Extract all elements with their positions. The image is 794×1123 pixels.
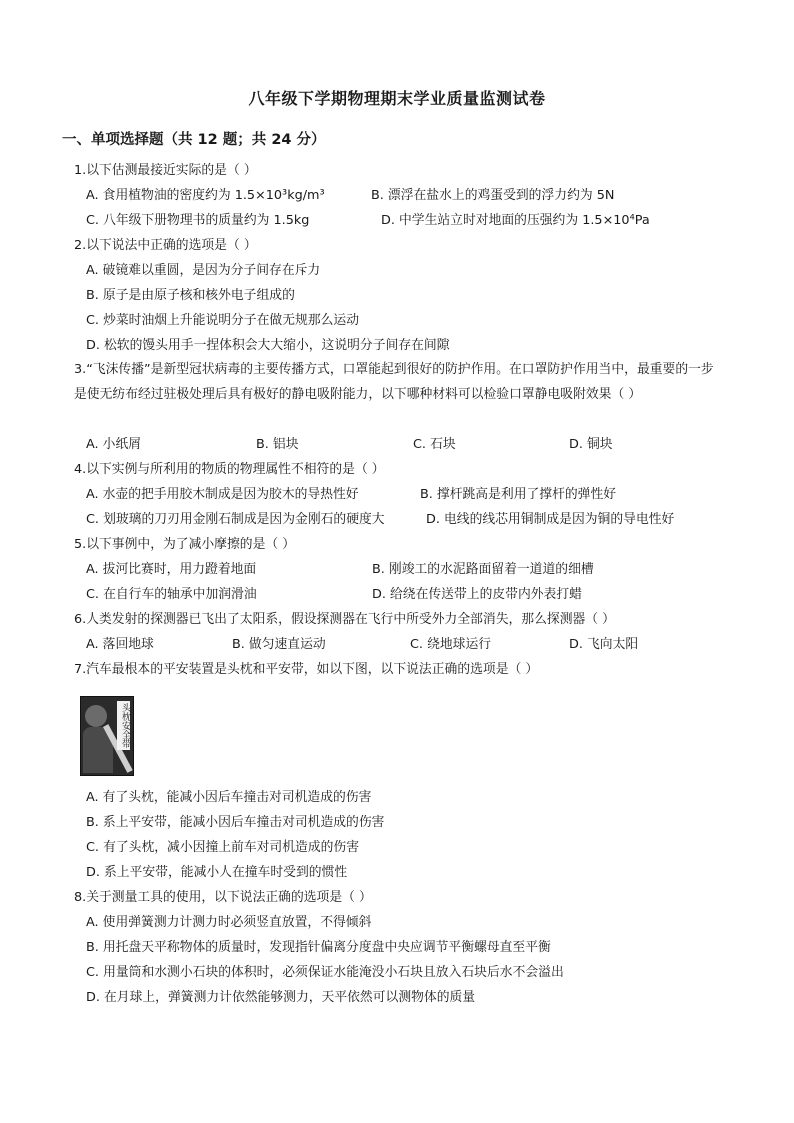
question-7-option-b: B. 系上平安带，能减小因后车撞击对司机造成的伤害 <box>86 815 385 830</box>
question-4-option-d: D. 电线的线芯用铜制成是因为铜的导电性好 <box>426 512 675 527</box>
question-4-option-a: A. 水壶的把手用胶木制成是因为胶木的导热性好 <box>86 487 359 502</box>
question-7-option-d: D. 系上平安带，能减小人在撞车时受到的惯性 <box>86 865 348 880</box>
question-1-option-c: C. 八年级下册物理书的质量约为 1.5kg <box>86 213 310 228</box>
question-3-option-d: D. 铜块 <box>569 437 613 452</box>
question-3-stem: 3.“飞沫传播”是新型冠状病毒的主要传播方式，口罩能起到很好的防护作用。在口罩防护作用当中，最重要的一步是使无纺布经过驻极处理后具有极好的静电吸附能力，以下哪种材料可以检验口罩静电吸附效果（ ） <box>74 362 714 402</box>
question-1-option-b: B. 漂浮在盐水上的鸡蛋受到的浮力约为 5N <box>371 188 615 203</box>
question-6-stem: 6.人类发射的探测器已飞出了太阳系，假设探测器在飞行中所受外力全部消失，那么探测器（ ） <box>74 612 615 627</box>
photo-caption: 头枕安全带 <box>117 701 130 750</box>
question-5-option-a: A. 拔河比赛时，用力蹬着地面 <box>86 562 257 577</box>
question-5-option-d: D. 给绕在传送带上的皮带内外表打蜡 <box>372 587 582 602</box>
question-2-option-a: A. 破镜难以重圆，是因为分子间存在斥力 <box>86 263 321 278</box>
question-5-option-c: C. 在自行车的轴承中加润滑油 <box>86 587 257 602</box>
question-8-option-a: A. 使用弹簧测力计测力时必须竖直放置，不得倾斜 <box>86 915 372 930</box>
question-3-option-b: B. 铝块 <box>256 437 299 452</box>
driver-head-shape <box>85 705 107 727</box>
question-8-option-c: C. 用量筒和水测小石块的体积时，必须保证水能淹没小石块且放入石块后水不会溢出 <box>86 965 564 980</box>
question-2-option-b: B. 原子是由原子核和核外电子组成的 <box>86 288 295 303</box>
question-6-option-c: C. 绕地球运行 <box>410 637 492 652</box>
question-6-option-b: B. 做匀速直运动 <box>232 637 326 652</box>
headrest-seatbelt-photo <box>80 696 134 776</box>
question-7-option-c: C. 有了头枕，减小因撞上前车对司机造成的伤害 <box>86 840 360 855</box>
section-heading: 一、单项选择题（共 12 题；共 24 分） <box>62 132 326 148</box>
page-title: 八年级下学期物理期末学业质量监测试卷 <box>248 89 546 108</box>
question-1-option-d: D. 中学生站立时对地面的压强约为 1.5×10⁴Pa <box>381 213 650 228</box>
question-3-option-a: A. 小纸屑 <box>86 437 142 452</box>
question-4-option-b: B. 撑杆跳高是利用了撑杆的弹性好 <box>420 487 617 502</box>
question-2-option-c: C. 炒菜时油烟上升能说明分子在做无规那么运动 <box>86 313 360 328</box>
question-4-option-c: C. 划玻璃的刀刃用金刚石制成是因为金刚石的硬度大 <box>86 512 385 527</box>
question-4-stem: 4.以下实例与所利用的物质的物理属性不相符的是（ ） <box>74 462 385 477</box>
question-6-option-a: A. 落回地球 <box>86 637 154 652</box>
question-5-stem: 5.以下事例中，为了减小摩擦的是（ ） <box>74 537 296 552</box>
question-8-stem: 8.关于测量工具的使用，以下说法正确的选项是（ ） <box>74 890 372 905</box>
question-5-option-b: B. 刚竣工的水泥路面留着一道道的细槽 <box>372 562 594 577</box>
question-2-stem: 2.以下说法中正确的选项是（ ） <box>74 238 257 253</box>
question-8-option-d: D. 在月球上，弹簧测力计依然能够测力，天平依然可以测物体的质量 <box>86 990 476 1005</box>
question-6-option-d: D. 飞向太阳 <box>569 637 639 652</box>
question-1-stem: 1.以下估测最接近实际的是（ ） <box>74 163 257 178</box>
question-8-option-b: B. 用托盘天平称物体的质量时，发现指针偏离分度盘中央应调节平衡螺母直至平衡 <box>86 940 551 955</box>
question-3-option-c: C. 石块 <box>413 437 456 452</box>
question-2-option-d: D. 松软的馒头用手一捏体积会大大缩小，这说明分子间存在间隙 <box>86 338 450 353</box>
question-7-option-a: A. 有了头枕，能减小因后车撞击对司机造成的伤害 <box>86 790 372 805</box>
question-1-option-a: A. 食用植物油的密度约为 1.5×10³kg/m³ <box>86 188 325 203</box>
question-7-stem: 7.汽车最根本的平安装置是头枕和平安带，如以下图，以下说法正确的选项是（ ） <box>74 662 539 677</box>
